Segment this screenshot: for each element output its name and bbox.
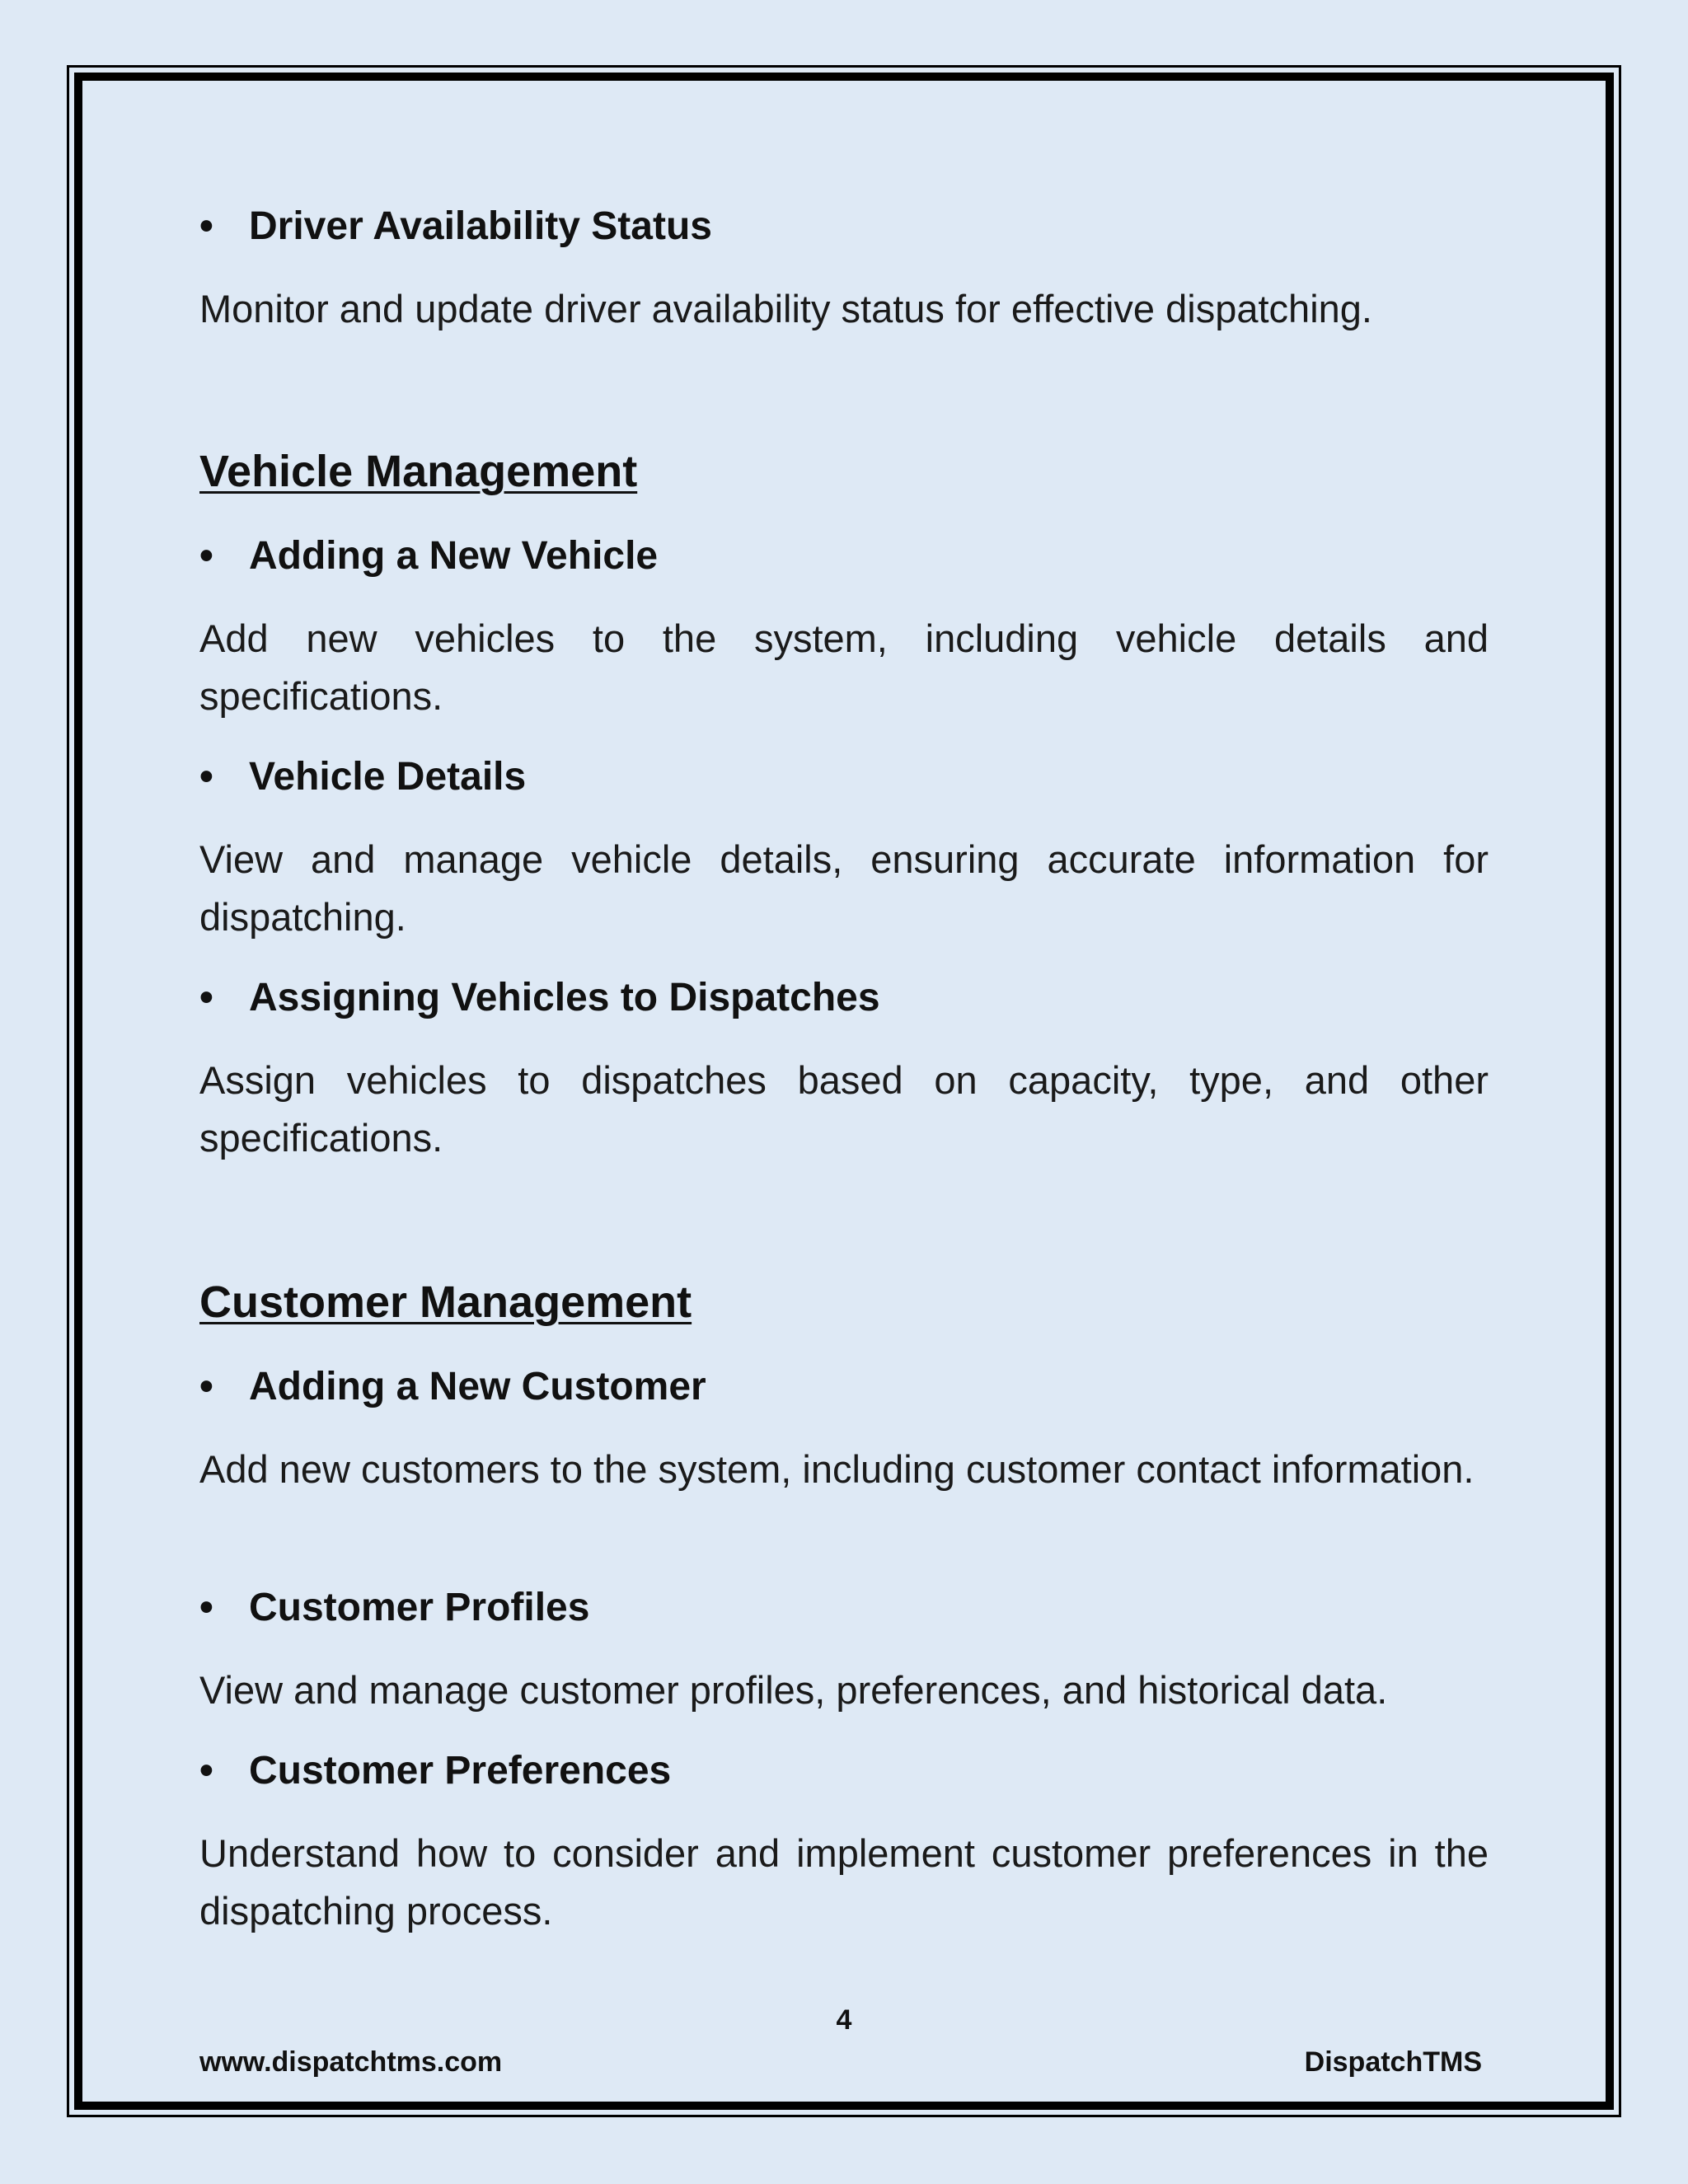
item-title-text: Adding a New Customer xyxy=(249,1365,706,1408)
section-heading-vehicle-management: Vehicle Management xyxy=(199,447,638,496)
bullet-icon: • xyxy=(199,1365,213,1408)
item-title-text: Vehicle Details xyxy=(249,755,527,799)
item-description: Assign vehicles to dispatches based on capacity, type, and other specifications. xyxy=(199,1058,1489,1160)
bullet-icon: • xyxy=(199,204,213,248)
bullet-icon: • xyxy=(199,1586,213,1629)
item-description: Add new vehicles to the system, including vehicle details and specifications. xyxy=(199,616,1489,718)
bullet-item-title xyxy=(199,1584,589,1632)
item-description: Add new customers to the system, including customer contact information. xyxy=(199,1447,1475,1491)
footer-brand: DispatchTMS xyxy=(1304,2046,1482,2078)
item-description: View and manage vehicle details, ensuring accurate information for dispatching. xyxy=(199,837,1489,939)
bullet-item-title xyxy=(199,532,658,580)
item-title-text: Customer Preferences xyxy=(249,1749,672,1793)
item-title-text: Assigning Vehicles to Dispatches xyxy=(249,976,880,1019)
bullet-item-title xyxy=(199,1363,706,1411)
bullet-item-title xyxy=(199,753,526,801)
item-description: View and manage customer profiles, preferences, and historical data. xyxy=(199,1668,1388,1712)
item-title-text: Adding a New Vehicle xyxy=(249,534,659,578)
bullet-icon: • xyxy=(199,1749,213,1793)
bullet-item-title xyxy=(199,1747,671,1795)
item-title-text: Customer Profiles xyxy=(249,1586,590,1629)
item-description: Monitor and update driver availability status for effective dispatching. xyxy=(199,287,1372,330)
item-description: Understand how to consider and implement customer preferences in the dispatching process. xyxy=(199,1831,1489,1933)
section-heading-customer-management: Customer Management xyxy=(199,1277,692,1327)
bullet-icon: • xyxy=(199,534,213,578)
footer-website-link[interactable]: www.dispatchtms.com xyxy=(199,2046,503,2078)
bullet-icon: • xyxy=(199,976,213,1019)
item-title-text: Driver Availability Status xyxy=(249,204,712,248)
bullet-item-title xyxy=(199,203,712,251)
bullet-item-title xyxy=(199,974,880,1022)
bullet-icon: • xyxy=(199,755,213,799)
page-number: 4 xyxy=(836,2004,852,2036)
